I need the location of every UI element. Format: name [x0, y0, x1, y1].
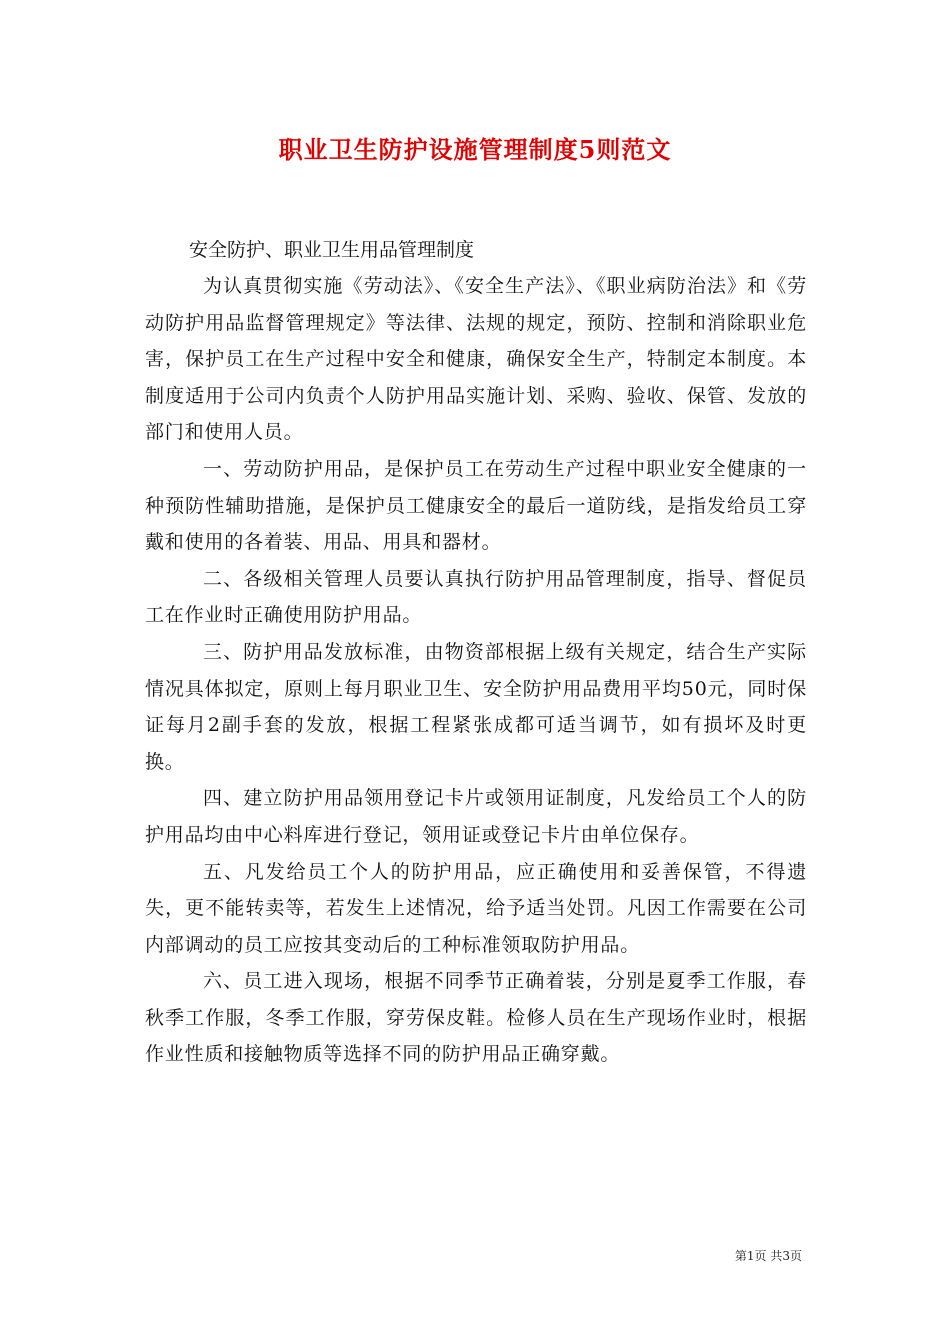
- paragraph-item-4: 四、建立防护用品领用登记卡片或领用证制度，凡发给员工个人的防护用品均由中心料库进行登记，领用证或登记卡片由单位保存。: [145, 787, 807, 846]
- paragraph-item-5: 五、凡发给员工个人的防护用品，应正确使用和妥善保管，不得遗失，更不能转卖等，若发生上述情况，给予适当处罚。凡因工作需要在公司内部调动的员工应按其变动后的工种标准领取防护用品。: [145, 860, 807, 956]
- document-body: [145, 232, 807, 1073]
- section-heading: 安全防护、职业卫生用品管理制度: [189, 239, 475, 261]
- paragraph-item-1: 一、劳动防护用品，是保护员工在劳动生产过程中职业安全健康的一种预防性辅助措施，是保护员工健康安全的最后一道防线，是指发给员工穿戴和使用的各着装、用品、用具和器材。: [145, 457, 807, 554]
- page-number: 第1页 共3页: [734, 1249, 802, 1263]
- document-title: 职业卫生防护设施管理制度5则范文: [278, 135, 672, 164]
- paragraph-item-2: 二、各级相关管理人员要认真执行防护用品管理制度，指导、督促员工在作业时正确使用防护用品。: [145, 567, 807, 627]
- paragraph-intro: 为认真贯彻实施《劳动法》、《安全生产法》、《职业病防治法》和《劳动防护用品监督管理规定》等法律、法规的规定，预防、控制和消除职业危害，保护员工在生产过程中安全和健康，确保安全生产，特制定本制度。本制度适用于公司内负责个人防护用品实施计划、采购、验收、保管、发放的部门和使用人员。: [145, 275, 807, 444]
- paragraph-item-3: 三、防护用品发放标准，由物资部根据上级有关规定，结合生产实际情况具体拟定，原则上每月职业卫生、安全防护用品费用平均50元，同时保证每月2副手套的发放，根据工程紧张成都可适当调节，如有损坏及时更换。: [145, 640, 807, 773]
- paragraph-item-6: 六、员工进入现场，根据不同季节正确着装，分别是夏季工作服，春秋季工作服，冬季工作服，穿劳保皮鞋。检修人员在生产现场作业时，根据作业性质和接触物质等选择不同的防护用品正确穿戴。: [145, 970, 807, 1066]
